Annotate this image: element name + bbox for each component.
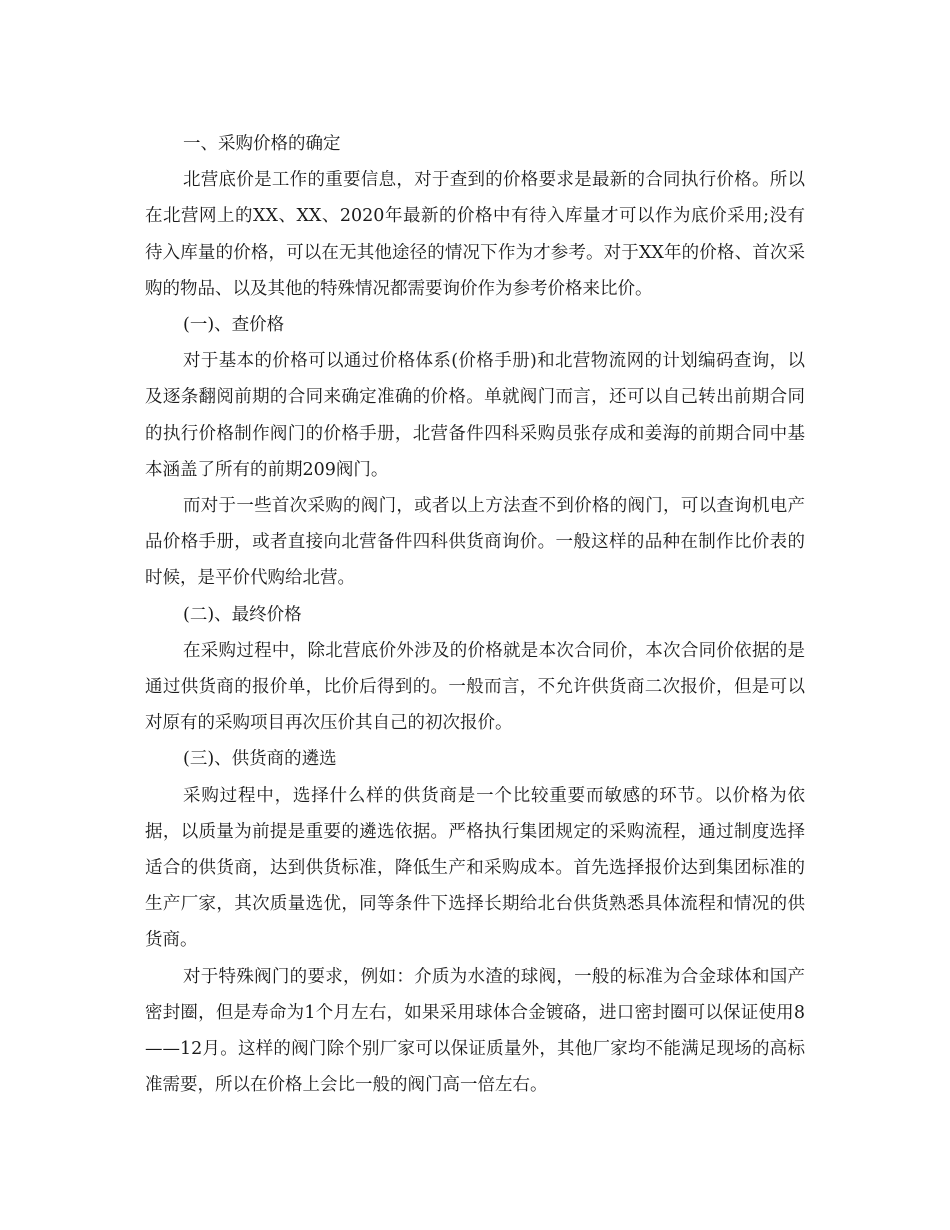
paragraph: 北营底价是工作的重要信息，对于查到的价格要求是最新的合同执行价格。所以在北营网上的XX、XX、2020年最新的价格中有待入库量才可以作为底价采用;没有待入库量的价格，可以在无其他途径的情况下作为才参考。对于XX年的价格、首次采购的物品、以及其他的特殊情况都需要询价作为参考价格来比价。 xyxy=(145,170,805,299)
paragraph: 在采购过程中，除北营底价外涉及的价格就是本次合同价，本次合同价依据的是通过供货商的报价单，比价后得到的。一般而言，不允许供货商二次报价，但是可以对原有的采购项目再次压价其自己的初次报价。 xyxy=(145,640,805,734)
subsection-heading: (一)、查价格 xyxy=(183,315,285,336)
section-heading: 一、采购价格的确定 xyxy=(183,134,341,154)
paragraph: 对于特殊阀门的要求，例如：介质为水渣的球阀，一般的标准为合金球体和国产密封圈，但是寿命为1个月左右，如果采用球体合金镀硌，进口密封圈可以保证使用8——12月。这样的阀门除个别厂家可以保证质量外，其他厂家均不能满足现场的高标准需要，所以在价格上会比一般的阀门高一倍左右。 xyxy=(145,966,805,1096)
subsection-heading: (三)、供货商的遴选 xyxy=(183,749,337,770)
document-body xyxy=(145,126,805,1103)
paragraph: 对于基本的价格可以通过价格体系(价格手册)和北营物流网的计划编码查询，以及逐条翻阅前期的合同来确定准确的价格。单就阀门而言，还可以自己转出前期合同的执行价格制作阀门的价格手册，北营备件四科采购员张存成和姜海的前期合同中基本涵盖了所有的前期209阀门。 xyxy=(145,351,805,480)
paragraph: 采购过程中，选择什么样的供货商是一个比较重要而敏感的环节。以价格为依据，以质量为前提是重要的遴选依据。严格执行集团规定的采购流程，通过制度选择适合的供货商，达到供货标准，降低生产和采购成本。首先选择报价达到集团标准的生产厂家，其次质量选优，同等条件下选择长期给北台供货熟悉具体流程和情况的供货商。 xyxy=(145,785,805,951)
subsection-heading: (二)、最终价格 xyxy=(183,604,302,625)
paragraph: 而对于一些首次采购的阀门，或者以上方法查不到价格的阀门，可以查询机电产品价格手册，或者直接向北营备件四科供货商询价。一般这样的品种在制作比价表的时候，是平价代购给北营。 xyxy=(145,496,805,589)
